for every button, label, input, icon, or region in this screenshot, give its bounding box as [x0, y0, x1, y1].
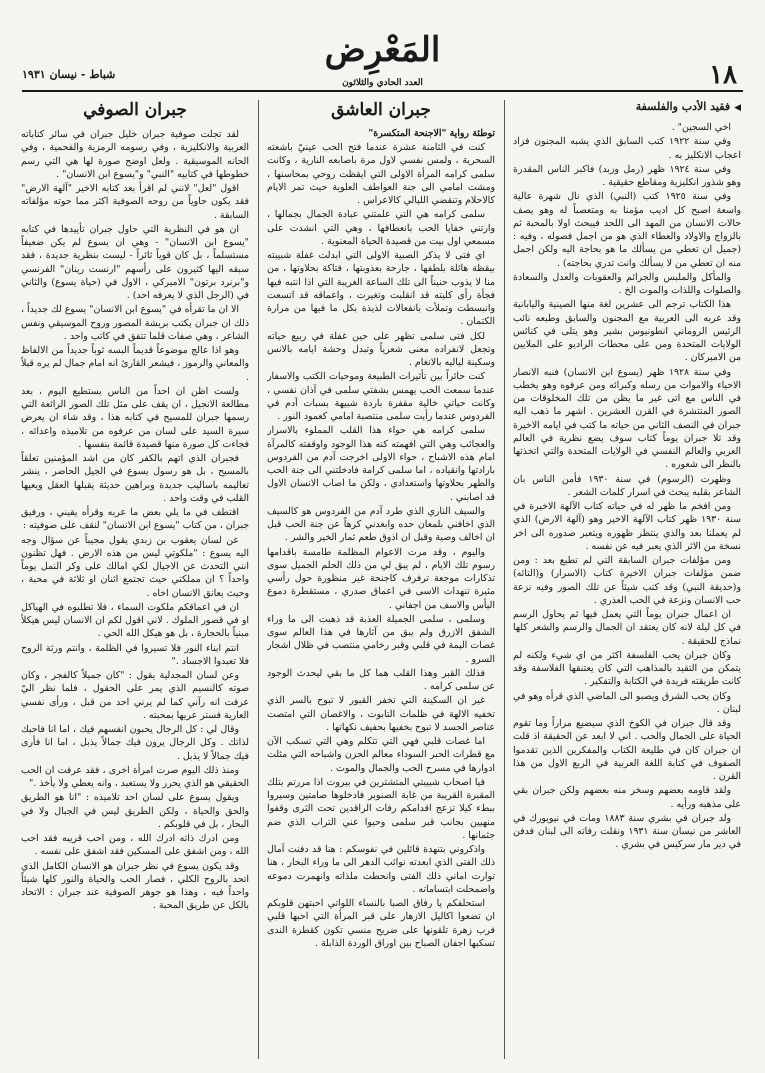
paragraph: فجبران الذي اتهم بالكفر كان من اشد المؤمنين تعلقاً بالمسيح ، بل هو رسول يسوع في الجيل الحاضر ، ينشر تعاليمه باساليب جديدة وبراهين حديثة يقبلها العقل ويعيها القلب في وقت واحد .: [21, 453, 249, 504]
paragraph: وفي سنة ١٩٢٥ كتب (النبي) الذي نال شهرة عالية واسعة اصبح كل اديب مؤمنا به ومتعصباً له وهو يصف حالات الانسان من المهد الى اللحد فيبحث اولا بالمحبة ثم بالزواج والاولاد والعطاء الذي هو من اجمل فصوله ، وفيه : (جميل ان تعطي من يسألك ما هو بحاجة اليه ولكن اجمل منه ان تعطي من لا يسألك وانت تدري بحاجته) .: [513, 191, 741, 269]
issue-date: شباط - نيسان ١٩٣١: [22, 68, 116, 81]
article-body: [513, 121, 741, 852]
paragraph: ومن افخم ما ظهر له في حياته كتاب الآلهة الاخيرة في سنة ١٩٣٠ ظهر كتاب الآلهة الاخير وهو (آلهة الارض) الذي لم يعملنا بعد والذي ينتظر ظهوره ويتعبر صدوره الى اخر نسخة من الاثر الذي يعبر فيه عن نفسه .: [513, 501, 741, 552]
paragraph: اما غصات قلبي فهي التي تتكلم وهي التي تسكب الآن مع قطرات الحبر السوداء معالم الحزن واشباحه التي مثلت ادوارها في مسرح الحب والجمال والموت .: [267, 736, 495, 774]
paragraph: وفي سنة ١٩٢٨ ظهر (يسوع ابن الانسان) فنبه الانصار الاحياء والاموات من رسله وكبرائه ومن عرفوه وهو يخطب في الناس مع اتى غير ما يظن من تلك المخلوقات من الصور المنتشرة في القرن العشرين . اشهر ما ذهب اليه جبران في النصف الثاني من حياته ما كتب في ايامه الاخيرة وقد تلا جبران يوماً كتاب سوف يضع نظرية في العالم العربي والعالم النفسي في الولايات المتحدة والتي اتخذتها بالنظر الى شعوره .: [513, 366, 741, 471]
article-title: جبران العاشق: [331, 100, 431, 120]
paragraph: وعن لسان المجدلية يقول : "كان جميلاً كالفجر ، وكان صوته كالنسيم الذي يمر على الحقول ، فلما نظر اليّ عرفت انه رآني كما لم يرني احد من قبل ، ورأى نفسي العارية فستر عريها بمحبته .: [21, 670, 249, 721]
paragraph: ومن ادرك ذاته ادرك الله ، ومن احب قريبه فقد احب الله ، ومن اشفق على المسكين فقد اشفق على نفسه .: [21, 833, 249, 858]
header-rule: [22, 90, 743, 92]
article-title: جبران الصوفي: [83, 100, 187, 120]
paragraph: كنت في الثامنة عشرة عندما فتح الحب عينيّ باشعته السحرية ، ولمس نفسي لاول مرة باصابعه النارية ، وكانت سلمى كرامه المرأة الاولى التي ايقظت روحي بمحاسنها ، ومشت امامي الى جنة العواطف العلوية حيث تمر الايام كالاحلام وتنقضي الليالي كالاعراس .: [267, 142, 495, 206]
paragraph: والمأكل والملبس والجرائم والعقوبات والعدل والسعادة والصلوات واللذات والموت الخ .: [513, 271, 741, 296]
paragraph: لقد تجلت صوفية جبران خليل جبران في سائر كتاباته العربية والانكليزية ، وفي رسومه الرمزية والفحمية ، وفي الحانه الموسيقية . ولعل اوضح صورة لها هي التي رسم خطوطها في كتابيه "النبي" و"يسوع ابن الانسان" .: [21, 129, 249, 180]
paragraph: والسيف الناري الذي طرد آدم من الفردوس هو كالسيف الذي اخافني بلمعان حده وابعدني كرهاً عن جنة الحب قبل ان اخالف وصية وقبل ان اذوق طعم ثمار الخير والشر .: [267, 505, 495, 544]
paragraph: ولست اظن ان احداً من الناس يستطيع اليوم ، بعد مطالعة الانجيل ، ان يقف على مثل تلك الصور الرائعة التي رسمها جبران للمسيح في كتابه هذا ، وقد شاء ان يعرض سيرة السيد على لسان من عرفوه من تلاميذه واعدائه ، فجاءت كل صورة منها قصيدة قائمة بنفسها .: [21, 385, 249, 450]
column-divider: [504, 100, 505, 1059]
paragraph: ويقول يسوع على لسان احد تلاميذه : "انا هو الطريق والحق والحياة ، ولكن الطريق ليس في الجبال ولا في البحار ، بل في قلوبكم .: [21, 792, 249, 830]
paragraph: ومنذ ذلك اليوم صرت امرأة اخرى ، فقد عرفت ان الحب الحقيقي هو الذي يحرر ولا يستعبد ، وانه يعطي ولا يأخذ .": [21, 764, 249, 789]
paragraph: اقول "لعل" لانني لم اقرأ بعد كتابه الاخير "آلهة الارض" فقد يكون حاوياً من روحه الصوفية اكثر مما حوته مؤلفاته السابقة .: [21, 183, 249, 221]
column-divider: [258, 100, 259, 1059]
paragraph: اخي السجين" .: [671, 122, 731, 133]
paragraph: غير ان السكينة التي تخفر القبور لا تبوح بالسر الذي تخفيه الالهة في ظلمات التابوت ، والاغصان التي امتصت عناصر الجسد لا تبوح بخفيها بحفيف نكهاتها .: [267, 695, 495, 733]
paragraph: واذكروني بتنهدة قائلين في نفوسكم : هنا قد دفنت آمال ذلك الفتى الذي ابعدته نوائب الدهر الى ما وراء البحار ، هنا توارت اماني ذلك الفتى وانحطت ملذاته وانهمرت دموعه واضمحلت ابتساماته .: [267, 844, 495, 895]
paragraph: واليوم ، وقد مرت الاعوام المظلمة طامسة باقدامها رسوم تلك الايام ، لم يبق لي من ذلك الحلم الجميل سوى تذكارات موجعة ترفرف كاجنحة غير منظورة حول رأسي مثيرة تنهدات الاسى في اعماق صدري ، مستقطرة دموع اليأس والاسف من اجفاني .: [267, 546, 495, 611]
article-middle-column: [267, 100, 495, 1061]
paragraph: وظهرت (الرسوم) في سنة ١٩٣٠ فأمن الناس بان الشاعر بقلبه يبحث في اسرار كلمات الشعر .: [513, 473, 741, 498]
paragraph: انتم ابناء النور فلا تسيروا في الظلمة ، وانتم ورثة الروح فلا تعبدوا الاجساد .": [21, 642, 249, 667]
paragraph: فذلك القبر وهذا القلب هما كل ما بقي ليحدث الوجود عن سلمى كرامه .: [267, 667, 495, 692]
paragraph: هذا الكتاب ترجم الى عشرين لغة منها الصينية واليابانية وقد عربه الى العربية مع المجنون والسابق وطبعه نائب الرئيس الروماني انطونيوس بشير وهو يتلى في كنائس الولايات المتحدة ومن على محطات الراديو على الملايين من الاميركان .: [513, 299, 741, 364]
paragraph: وسلمى ، سلمى الجميلة العذبة قد ذهبت الى ما وراء الشفق الازرق ولم يبق من آثارها في هذا العالم سوى غصات اليمة في قلبي وقبر رخامي منتصب في ظلال اشجار السرو .: [267, 613, 495, 665]
triangle-pointer-icon: ◀: [734, 103, 741, 113]
paragraph: استحلفكم يا رفاق الصبا بالنساء اللواتي احبتهن قلوبكم ان تضعوا اكاليل الازهار على قبر المرأة التي احبها قلبي فرب زهرة تلقونها على ضريح منسي تكون كقطرة الندى تسكبها اجفان الصباح بين اوراق الوردة الذابلة .: [267, 898, 495, 949]
paragraph: ان هو في النظرية التي حاول جبران تأييدها في كتابه "يسوع ابن الانسان" - وهي ان يسوع لم يكن ضعيفاً مستسلماً ، بل كان قوياً ثائراً - ليست بنظرية جديدة ، فقد سبقه اليها كثيرون على رأسهم "ارنست رينان" الفرنسي و"برنرد برتون" الاميركي ، الاول في (حياة يسوع) والثاني في (الرجل الذي لا يعرفه احد) .: [21, 223, 249, 301]
paragraph: وفي سنة ١٩٢٢ كتب السابق الذي يشبه المجنون فزاد اعجاب الانكليز به .: [513, 136, 741, 161]
masthead: [0, 0, 765, 92]
paragraph: وقد قال جبران في الكوخ الذي سيضيع مراراً وما تقوم الحياة على الجمال والحب . اني لا ابعد عن الحقيقة اذ قلت ان جبران كان في طليعة الكتاب والمفكرين الذين تقدموا الصفوف في كتابة اللغة العربية في الربع الاول من هذا القرن .: [513, 718, 741, 782]
paragraph: اقتطف في ما يلي بعض ما عربه وقرأه يقيني ، ورفيق جبران ، من كتاب "يسوع ابن الانسان" لنقف على صوفيته :: [21, 507, 249, 532]
article-subtitle: توطئة رواية "الاجنحة المتكسرة": [368, 128, 495, 139]
paragraph: وكان يحب الشرق ويصبو الى الماضي الذي قرأه وهو في لبنان .: [513, 690, 741, 715]
paragraph: ومن مؤلفات جبران السابقة التي لم تطبع بعد : ومن ضمن مؤلفات جبران الاخيرة كتاب (الاسرار) و(التائه) و(حديقة النبي) وقد كتب شيئاً عن تلك الصور وفيه نزعة حب الانسان ونزعة في الحب العذري .: [513, 555, 741, 606]
section-label-text: فقيد الأدب والفلسفة: [635, 100, 731, 113]
paragraph: فيا اصحاب شبيبتي المتشترين في بيروت اذا مررتم بتلك المقبرة القريبة من غابة الصنوبر فادخلوها صامتين وسيروا ببطء كيلا تزعج اقدامكم رفات الراقدين تحت الثرى وقفوا منهيين بجانب قبر سلمى وحيوا عني التراب الذي ضم جثمانها .: [267, 776, 495, 841]
paragraph: وقد يكون يسوع في نظر جبران هو الانسان الكامل الذي اتحد بالروح الكلي ، فصار الحب والحياة والنور كلها شيئاً واحداً فيه ، وهذا هو جوهر الصوفية عند جبران : الاتحاد بالكل عن طريق المحبة .: [21, 860, 249, 912]
article-right-column: [513, 100, 741, 1061]
paragraph: ولد جبران في بشري سنة ١٨٨٣ ومات في نيويورك في العاشر من نيسان سنة ١٩٣١ ونقلت رفاته الى لبنان فدفن في دير مار سركيس في بشري .: [513, 812, 741, 851]
paragraph: ان اعمال جبران يوماً التي يعمل فيها ثم يحاول الرسم في كل ليلة لانه كان يعتقد ان الجمال والرسم والشعر كلها نماذج للحقيقة .: [513, 609, 741, 647]
article-body: [21, 128, 249, 913]
section-label: [513, 100, 741, 113]
article-body: [267, 141, 495, 950]
paragraph: كنت حائراً بين تأثيرات الطبيعة وموحيات الكتب والاسفار عندما سمعت الحب يهمس بشفتي سلمى في آذان نفسي ، وكانت حياتي خالية مقفرة باردة شبيهة بسبات آدم في الفردوس عندما رأيت سلمى منتصبة امامي كعمود النور .: [267, 371, 495, 422]
paragraph: عن لسان يعقوب بن زبدي يقول مجيباً عن سؤال وجه اليه يسوع : "ملكوتي ليس من هذه الارض . فهل تظنون انني التحدث عن الاجيال لكي امالك على وكر النمل يوماً واحداً ؟ ان مملكتي حيث تجتمع اثنان او ثلاثة في محبة ، وحيث يعانق الانسان اخاه .: [21, 534, 249, 599]
paragraph: ان في اعماقكم ملكوت السماء ، فلا تطلبوه في الهياكل او في قصور الملوك . لاني اقول لكم ان الانسان ليس هيكلاً مبنياً بالحجارة ، بل هو هيكل الله الحي .: [21, 601, 249, 640]
paragraph: وكان جبران يحب الفلسفة اكثر من اي شيء ولكنه لم يتمكن من التقيد بالمذاهب التي كان يعتنقها الفلاسفة وقد كانت طريقته فريدة في الكتابة والتفكير .: [513, 649, 741, 688]
paragraph: وقال لي : كل الرجال يحبون انفسهم فيك ، اما انا فاحبك لذاتك . وكل الرجال يرون فيك جمالاً يذبل ، اما انا فأرى فيك جمالاً لا يذبل .: [21, 724, 249, 762]
magazine-logo: المَعْرِض: [324, 30, 441, 70]
paragraph: ولقد قاومه بعضهم وسخر منه بعضهم ولكن جبران بقي على مذهبه ورأيه .: [513, 785, 741, 810]
paragraph: الا ان ما تقرأه في "يسوع ابن الانسان" يسوع لك جديداً ، ذلك ان جبران يكتب بريشة المصور وروح الموسيقي ونفس الشاعر ، وهي صفات قلما تتفق في كاتب واحد .: [21, 304, 249, 342]
issue-label: العدد الحادي والثلاثون: [342, 78, 423, 88]
article-left-column: [21, 100, 249, 1061]
paragraph: وهو اذا عالج موضوعاً قديماً البسه ثوباً جديداً من الالفاظ والمعاني والرموز ، فيشعر القارئ انه امام جمال لم يره قبلاً .: [21, 345, 249, 383]
paragraph: لكل فتى سلمى تظهر على حين غفلة في ربيع حياته وتجعل لانفراده معنى شعرياً وتبدل وحشة ايامه بالانس وسكينة لياليه بالانغام .: [267, 330, 495, 368]
paragraph: وفي سنة ١٩٢٤ ظهر (رمل وزبد) فاكبر الناس المقدرة وهو شذور انكليزية ومقاطع حقيقية .: [513, 163, 741, 188]
paragraph: سلمى كرامه هي التي علمتني عبادة الجمال بجمالها ، وارتني خفايا الحب بانعطافها ، وهي التي انشدت على مسمعي اول بيت من قصيدة الحياة المعنوية .: [267, 209, 495, 247]
paragraph: سلمى كرامه هي حواء هذا القلب المملوء بالاسرار والعجائب وهي التي افهمته كنه هذا الوجود واوقفته كالمرآة امام هذه الاشباح ، حواء الاولى اخرجت آدم من الفردوس بارادتها وانقياده ، اما سلمى كرامة فادخلتني الى جنة الحب والطهر بحلاوتها واستعدادي ، ولكن ما اصاب الانسان الاول قد اصابني .: [267, 425, 495, 503]
page-number: ١٨: [709, 60, 737, 90]
paragraph: اي فتى لا يذكر الصبية الاولى التي ابدلت غفلة شبيبته بيقظة هائلة بلطفها ، جارحة بعذوبتها ، فتاكة بحلاوتها ، من منا لا يذوب حنيناً الى تلك الساعة الغريبة التي اذا انتبه فيها فجأة رأى كليته قد انقلبت وتغيرت ، واعماقه قد اتسعت وانبسطت وتملأت بانفعالات لذيذة بكل ما فيها من مرارة الكتمان .: [267, 250, 495, 328]
